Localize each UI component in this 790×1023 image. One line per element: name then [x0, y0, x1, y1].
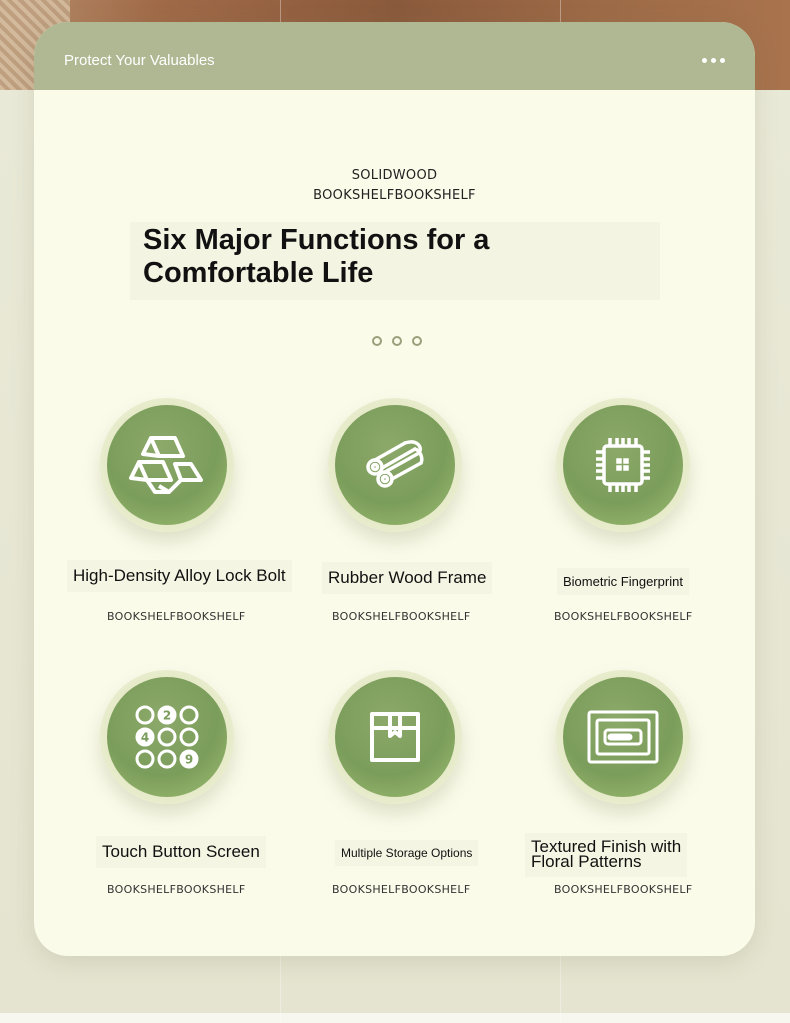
bottom-strip	[0, 1013, 790, 1023]
feature-icon-badge	[328, 670, 462, 804]
feature-label: Rubber Wood Frame	[322, 562, 492, 594]
feature-icon-badge	[556, 398, 690, 532]
feature-card	[34, 22, 755, 956]
gold-bars-icon	[129, 434, 205, 496]
box-icon	[368, 710, 422, 764]
wood-logs-icon	[363, 437, 427, 493]
card-header	[34, 22, 755, 90]
chip-icon	[592, 434, 654, 496]
feature-sub: BOOKSHELFBOOKSHELF	[107, 610, 246, 623]
keypad-icon	[134, 704, 200, 770]
safe-icon	[587, 710, 659, 764]
svg-text:4: 4	[140, 730, 150, 745]
feature-label	[525, 833, 687, 877]
more-dots-icon[interactable]	[702, 58, 725, 63]
pager-dot[interactable]	[372, 336, 382, 346]
feature-sub: BOOKSHELFBOOKSHELF	[332, 610, 471, 623]
pager-dot[interactable]	[392, 336, 402, 346]
kicker-line2: BOOKSHELFBOOKSHELF	[313, 188, 476, 203]
carousel-pager	[372, 336, 422, 346]
feature-sub: BOOKSHELFBOOKSHELF	[554, 883, 693, 896]
feature-label: Biometric Fingerprint	[557, 568, 689, 595]
feature-icon-badge	[328, 398, 462, 532]
feature-sub: BOOKSHELFBOOKSHELF	[107, 883, 246, 896]
feature-sub: BOOKSHELFBOOKSHELF	[554, 610, 693, 623]
feature-label: High-Density Alloy Lock Bolt	[67, 560, 292, 592]
page-title	[143, 224, 563, 290]
feature-icon-badge	[100, 398, 234, 532]
feature-sub: BOOKSHELFBOOKSHELF	[332, 883, 471, 896]
header-title: Protect Your Valuables	[64, 52, 215, 69]
feature-label: Touch Button Screen	[96, 836, 266, 868]
feature-label-line2: Floral Patterns	[531, 852, 642, 871]
feature-icon-badge	[556, 670, 690, 804]
feature-label-line1: Textured Finish with	[531, 837, 682, 856]
feature-icon-badge	[100, 670, 234, 804]
feature-label: Multiple Storage Options	[335, 840, 478, 866]
headline-line2: Comfortable Life	[143, 257, 374, 289]
svg-text:2: 2	[162, 708, 172, 723]
pager-dot[interactable]	[412, 336, 422, 346]
headline-line1: Six Major Functions for a	[143, 224, 490, 256]
svg-text:9: 9	[184, 752, 194, 767]
kicker-line1: SOLIDWOOD	[351, 168, 438, 183]
